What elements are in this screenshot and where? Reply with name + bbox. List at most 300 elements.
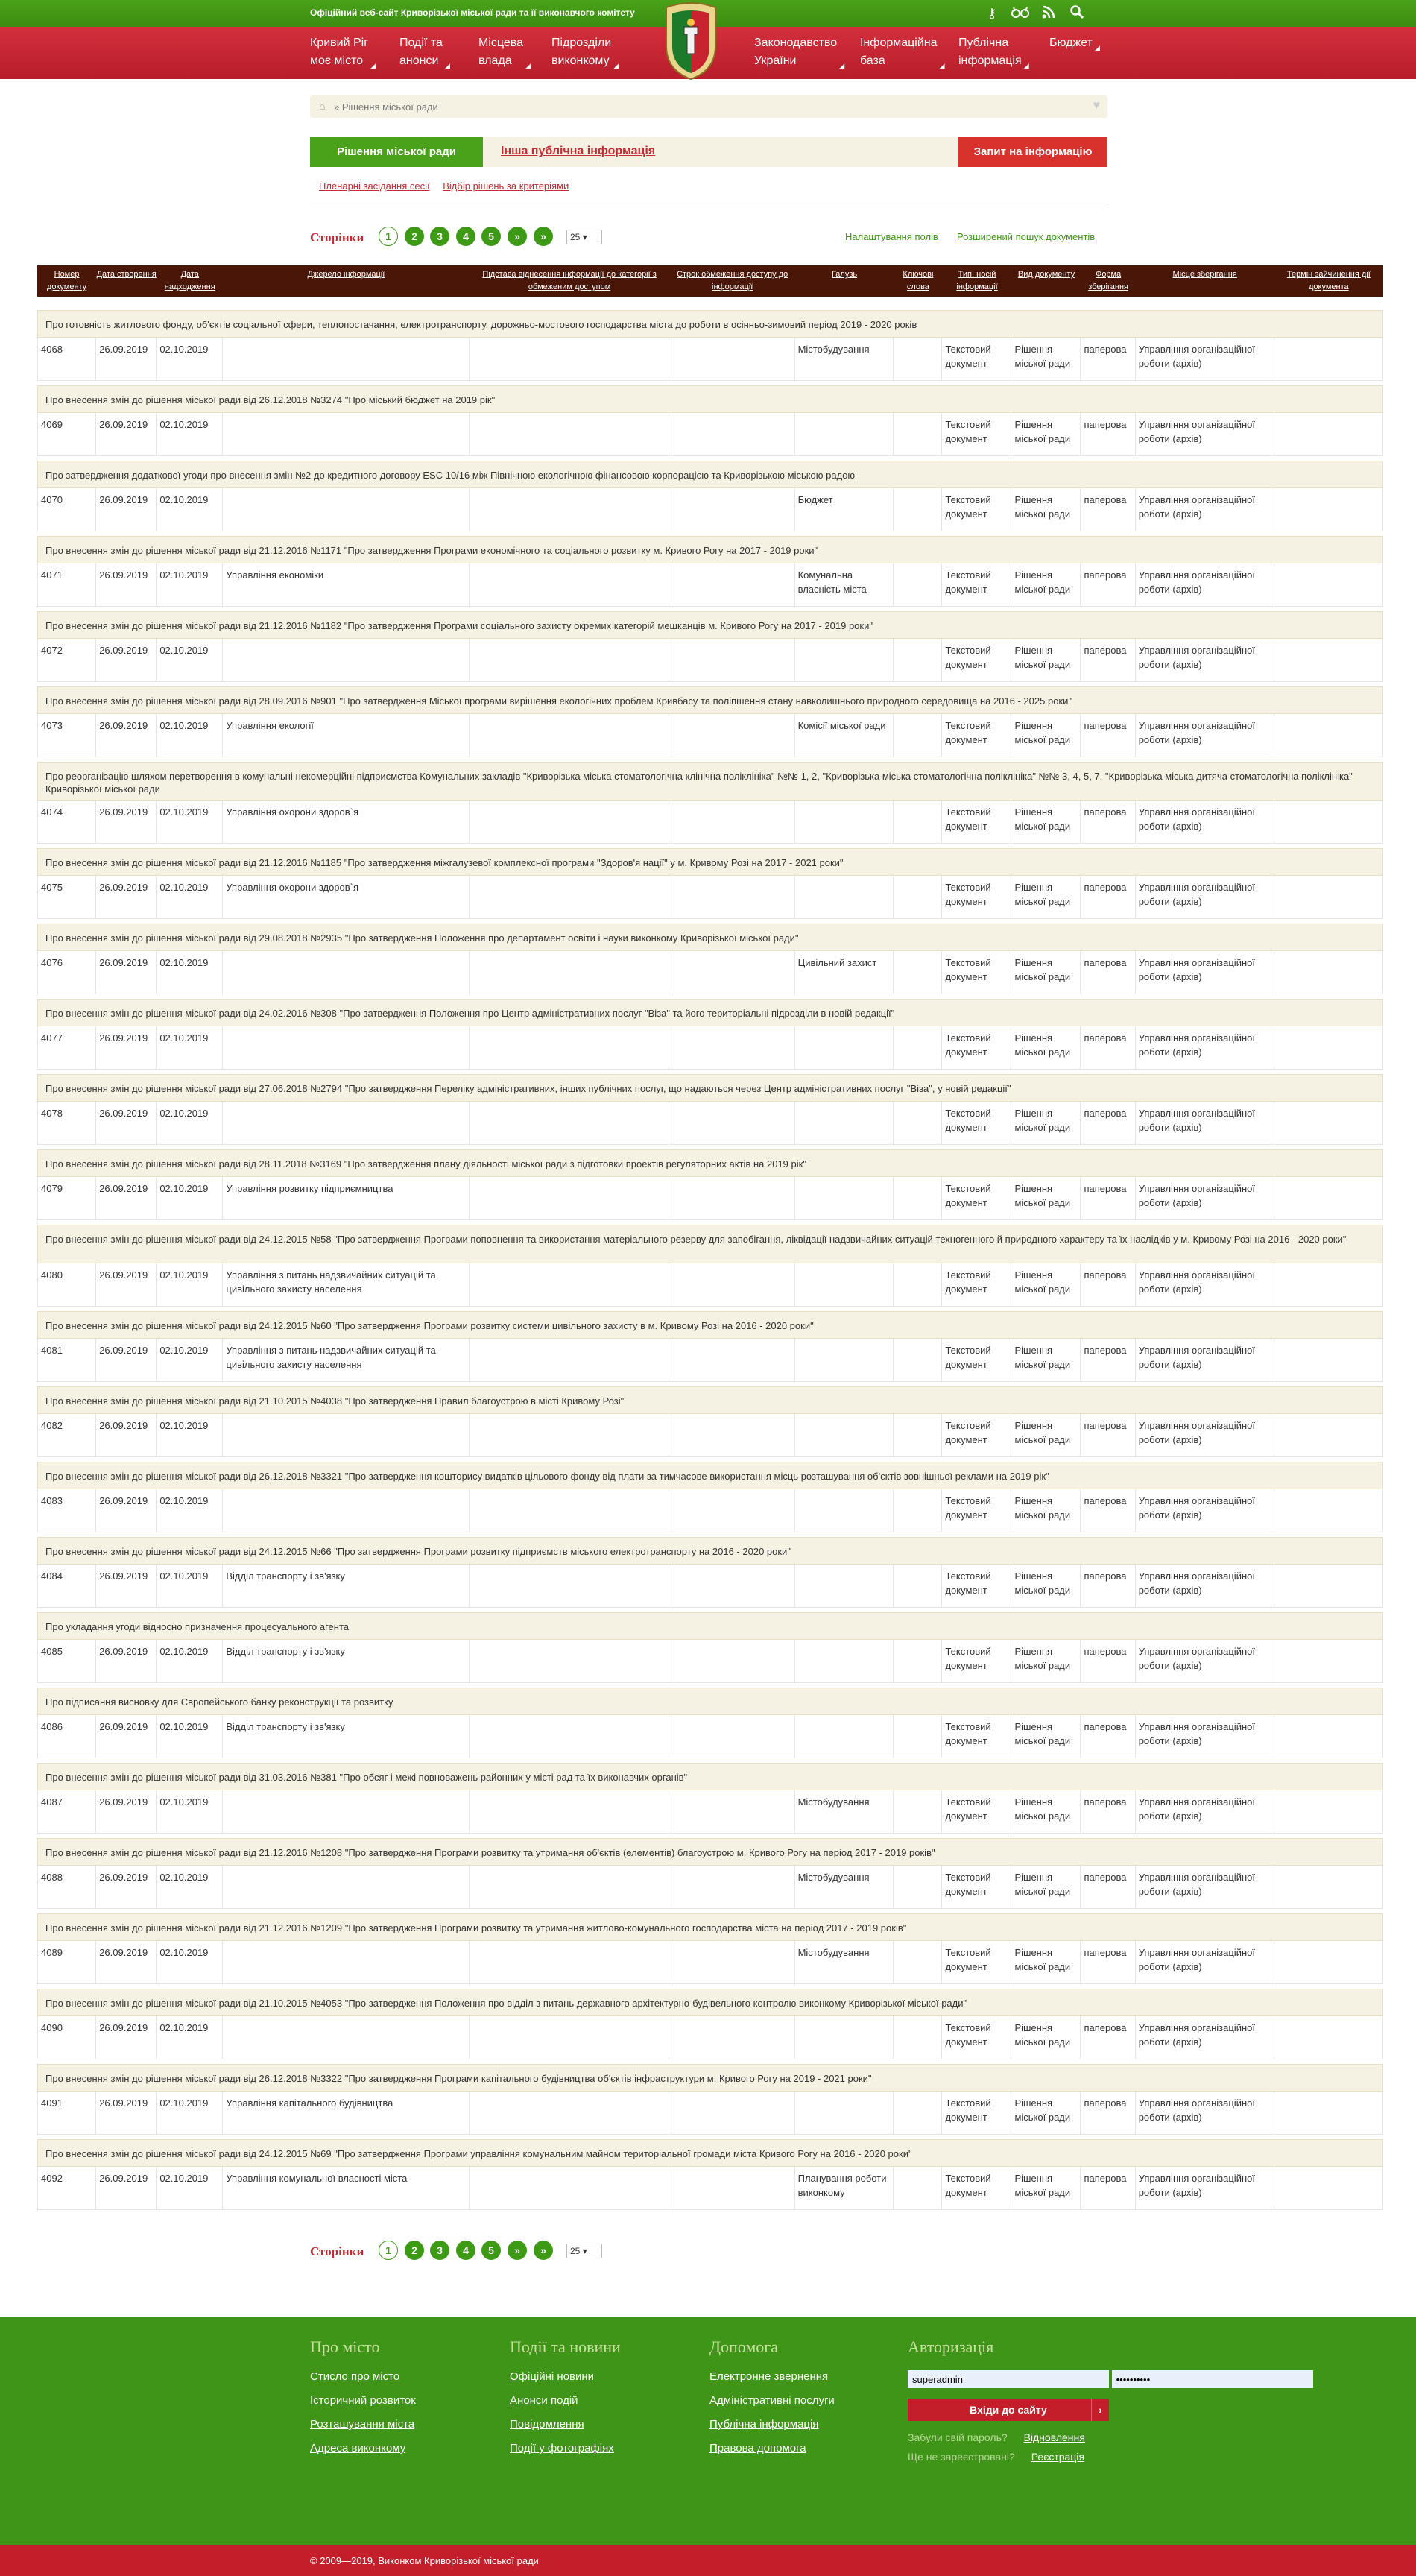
nav-item-budget[interactable]: Бюджет ◢: [1049, 34, 1093, 52]
restriction-term: [669, 1102, 794, 1144]
keywords: [894, 564, 942, 606]
arrow-icon: ◢: [370, 62, 376, 69]
doc-number: 4092: [37, 2167, 96, 2209]
footer-link[interactable]: Адміністративні послуги: [709, 2394, 835, 2407]
storage-form: паперова: [1081, 2167, 1135, 2209]
home-icon[interactable]: ⌂: [319, 100, 326, 112]
expiry-term: [1274, 564, 1383, 606]
col-header[interactable]: Номер документу: [46, 270, 87, 291]
restriction-basis: [470, 1565, 670, 1607]
restriction-basis: [470, 1489, 670, 1532]
col-header[interactable]: Місце зберігання: [1172, 270, 1237, 279]
restriction-basis: [470, 1177, 670, 1219]
decision-group: [37, 1763, 1383, 1834]
restriction-basis: [470, 801, 670, 843]
branch: Планування роботи виконкому: [795, 2167, 894, 2209]
info-source: Відділ транспорту і зв'язку: [223, 1715, 469, 1758]
last-page-button[interactable]: »: [534, 227, 553, 246]
decision-group: [37, 1537, 1383, 1608]
page-link[interactable]: 1: [379, 2241, 398, 2260]
decision-group: [37, 1838, 1383, 1909]
restriction-basis: [470, 2167, 670, 2209]
storage-place: Управління організаційної роботи (архів): [1136, 564, 1274, 606]
top-icons: [982, 4, 1087, 22]
decision-title[interactable]: Про внесення змін до рішення міської ради від 24.02.2016 №308 "Про затвердження Положення про Центр адміністративних послуг "Віза" та його територіальні підрозділи в новій редакції": [37, 999, 1383, 1026]
decision-title[interactable]: Про внесення змін до рішення міської ради від 31.03.2016 №381 "Про обсяг і межі повноважень районних у місті рад та їх виконавчих органів": [37, 1763, 1383, 1790]
doc-type: Текстовий документ: [942, 951, 1011, 994]
filter-decisions-link[interactable]: Відбір рішень за критеріями: [443, 180, 569, 192]
footer-link[interactable]: Публічна інформація: [709, 2418, 819, 2431]
page-link[interactable]: 5: [481, 227, 501, 246]
info-source: Управління охорони здоров`я: [223, 876, 469, 918]
info-source: Відділ транспорту і зв'язку: [223, 1565, 469, 1607]
info-source: [223, 1102, 469, 1144]
storage-form: паперова: [1081, 564, 1135, 606]
col-header[interactable]: Галузь: [831, 270, 858, 279]
register-link[interactable]: Реєстрація: [1031, 2451, 1085, 2463]
storage-form: паперова: [1081, 1565, 1135, 1607]
branch: [795, 2016, 894, 2059]
decision-group: [37, 1989, 1383, 2059]
decision-group: [37, 461, 1383, 531]
info-source: Управління комунальної власності міста: [223, 2167, 469, 2209]
doc-number: 4082: [37, 1414, 96, 1456]
decision-title[interactable]: Про внесення змін до рішення міської ради від 26.12.2018 №3322 "Про затвердження Програми капітального будівництва об'єктів інфраструктури м. Кривого Рогу на 2019 - 2021 роки": [37, 2064, 1383, 2092]
created-date: 26.09.2019: [96, 714, 157, 757]
received-date: 02.10.2019: [157, 1339, 223, 1381]
doc-kind: Рішення міської ради: [1011, 1489, 1081, 1532]
arrow-icon: ◢: [525, 62, 531, 69]
col-header[interactable]: Вид документу: [1017, 270, 1075, 279]
doc-type: Текстовий документ: [942, 1565, 1011, 1607]
received-date: 02.10.2019: [157, 413, 223, 455]
table-row: [37, 1941, 1383, 1984]
storage-form: паперова: [1081, 1489, 1135, 1532]
restriction-term: [669, 639, 794, 681]
expiry-term: [1274, 1026, 1383, 1069]
received-date: 02.10.2019: [157, 1715, 223, 1758]
restriction-term: [669, 2092, 794, 2134]
page-link[interactable]: 4: [456, 2241, 475, 2260]
doc-kind: Рішення міської ради: [1011, 1715, 1081, 1758]
tab-other-public-info[interactable]: Інша публічна інформація: [501, 145, 656, 157]
page-link[interactable]: 2: [405, 2241, 424, 2260]
storage-place: Управління організаційної роботи (архів): [1136, 1102, 1274, 1144]
pagination-bottom: Сторінки 1 2 3 4 5 » » 25 ▾: [310, 2239, 1107, 2261]
table-row: [37, 1489, 1383, 1532]
decision-group: [37, 1311, 1383, 1382]
storage-form: паперова: [1081, 2092, 1135, 2134]
restriction-basis: [470, 1102, 670, 1144]
decision-group: [37, 2139, 1383, 2210]
search-icon[interactable]: [1067, 4, 1087, 22]
storage-form: паперова: [1081, 714, 1135, 757]
info-source: [223, 488, 469, 531]
decision-title[interactable]: Про внесення змін до рішення міської ради від 26.12.2018 №3274 "Про міський бюджет на 2019 рік": [37, 385, 1383, 413]
doc-kind: Рішення міської ради: [1011, 413, 1081, 455]
restriction-term: [669, 1941, 794, 1983]
restriction-term: [669, 1640, 794, 1682]
storage-form: паперова: [1081, 1715, 1135, 1758]
restore-password-link[interactable]: Відновлення: [1023, 2431, 1085, 2443]
login-button[interactable]: Вхіди до сайту ›: [908, 2399, 1109, 2421]
decision-title[interactable]: Про внесення змін до рішення міської ради від 26.12.2018 №3321 "Про затвердження кошторису видатків цільового фонду від плати за тимчасове використання місць розташування об'єктів зовнішньої реклами на 2019 рік": [37, 1462, 1383, 1489]
doc-type: Текстовий документ: [942, 876, 1011, 918]
doc-kind: Рішення міської ради: [1011, 1866, 1081, 1908]
tab-council-decisions[interactable]: Рішення міської ради: [310, 137, 483, 167]
per-page-select[interactable]: 25 ▾: [566, 230, 602, 244]
keywords: [894, 1414, 942, 1456]
received-date: 02.10.2019: [157, 1489, 223, 1532]
branch: [795, 1102, 894, 1144]
branch: Цивільний захист: [795, 951, 894, 994]
keywords: [894, 951, 942, 994]
expiry-term: [1274, 1941, 1383, 1983]
doc-number: 4077: [37, 1026, 96, 1069]
keywords: [894, 413, 942, 455]
decision-group: [37, 310, 1383, 381]
pagination-top: Сторінки 1 2 3 4 5 » » 25 ▾ Налаштування полів Розширений пошук документів: [310, 225, 1107, 247]
decision-title[interactable]: Про готовність житлового фонду, об'єктів соціальної сфери, теплопостачання, електротранспорту, дорожньо-мостового господарства міста до роботи в осінньо-зимовий період 2019 - 2020 років: [37, 310, 1383, 338]
decision-group: [37, 1612, 1383, 1683]
decision-title[interactable]: Про укладання угоди відносно призначення процесуального агента: [37, 1612, 1383, 1640]
storage-form: паперова: [1081, 639, 1135, 681]
created-date: 26.09.2019: [96, 1177, 157, 1219]
doc-kind: Рішення міської ради: [1011, 564, 1081, 606]
doc-kind: Рішення міської ради: [1011, 2016, 1081, 2059]
restriction-term: [669, 714, 794, 757]
branch: Комунальна власність міста: [795, 564, 894, 606]
glasses-icon[interactable]: [1011, 4, 1030, 22]
col-header[interactable]: Форма зберігання: [1088, 270, 1128, 291]
doc-number: 4074: [37, 801, 96, 843]
restriction-basis: [470, 951, 670, 994]
footer-link[interactable]: Стисло про місто: [310, 2370, 400, 2383]
info-source: Управління з питань надзвичайних ситуацій та цивільного захисту населення: [223, 1263, 469, 1306]
created-date: 26.09.2019: [96, 413, 157, 455]
info-source: [223, 639, 469, 681]
doc-kind: Рішення міської ради: [1011, 1941, 1081, 1983]
storage-form: паперова: [1081, 2016, 1135, 2059]
per-page-select[interactable]: 25 ▾: [566, 2244, 602, 2258]
arrow-icon: ◢: [939, 62, 945, 69]
received-date: 02.10.2019: [157, 1565, 223, 1607]
footer-link[interactable]: Розташування міста: [310, 2418, 415, 2431]
breadcrumb: ⌂ » Рішення міської ради ♥: [310, 95, 1107, 118]
keywords: [894, 1640, 942, 1682]
table-row: [37, 1102, 1383, 1145]
doc-number: 4072: [37, 639, 96, 681]
doc-kind: Рішення міської ради: [1011, 951, 1081, 994]
doc-number: 4078: [37, 1102, 96, 1144]
received-date: 02.10.2019: [157, 488, 223, 531]
received-date: 02.10.2019: [157, 1640, 223, 1682]
table-row: [37, 1790, 1383, 1834]
created-date: 26.09.2019: [96, 1102, 157, 1144]
page-link[interactable]: 4: [456, 227, 475, 246]
doc-number: 4076: [37, 951, 96, 994]
storage-place: Управління організаційної роботи (архів): [1136, 1177, 1274, 1219]
keywords: [894, 1866, 942, 1908]
decision-group: [37, 1386, 1383, 1457]
doc-kind: Рішення міської ради: [1011, 639, 1081, 681]
created-date: 26.09.2019: [96, 1339, 157, 1381]
expiry-term: [1274, 951, 1383, 994]
storage-place: Управління організаційної роботи (архів): [1136, 1640, 1274, 1682]
field-settings-link[interactable]: Налаштування полів: [845, 231, 938, 242]
doc-type: Текстовий документ: [942, 1489, 1011, 1532]
received-date: 02.10.2019: [157, 564, 223, 606]
received-date: 02.10.2019: [157, 1263, 223, 1306]
created-date: 26.09.2019: [96, 564, 157, 606]
doc-type: Текстовий документ: [942, 639, 1011, 681]
storage-place: Управління організаційної роботи (архів): [1136, 2016, 1274, 2059]
heart-icon[interactable]: ♥: [1093, 99, 1100, 112]
doc-type: Текстовий документ: [942, 1177, 1011, 1219]
branch: Містобудування: [795, 1866, 894, 1908]
doc-kind: Рішення міської ради: [1011, 1177, 1081, 1219]
decision-title[interactable]: Про внесення змін до рішення міської ради від 29.08.2018 №2935 "Про затвердження Положення про департамент освіти і науки виконкому Криворізької міської ради": [37, 924, 1383, 951]
footer-link[interactable]: Правова допомога: [709, 2442, 806, 2455]
restriction-basis: [470, 1715, 670, 1758]
doc-number: 4085: [37, 1640, 96, 1682]
decision-title[interactable]: Про внесення змін до рішення міської ради від 21.10.2015 №4038 "Про затвердження Правил благоустрою в місті Кривому Розі": [37, 1386, 1383, 1414]
created-date: 26.09.2019: [96, 338, 157, 380]
footer: [0, 2317, 1416, 2545]
storage-place: Управління організаційної роботи (архів): [1136, 1866, 1274, 1908]
doc-type: Текстовий документ: [942, 1026, 1011, 1069]
doc-number: 4071: [37, 564, 96, 606]
decision-group: [37, 1074, 1383, 1145]
doc-type: Текстовий документ: [942, 801, 1011, 843]
storage-form: паперова: [1081, 488, 1135, 531]
footer-link[interactable]: Офіційні новини: [510, 2370, 595, 2383]
decision-title[interactable]: Про внесення змін до рішення міської ради від 24.12.2015 №66 "Про затвердження Програми розвитку підприємств міського електротранспорту на 2016 - 2020 роки": [37, 1537, 1383, 1565]
footer-col-city: Про місто Стисло про місто Історичний розвиток Розташування міста Адреса виконкому: [310, 2337, 416, 2455]
info-source: Управління економіки: [223, 564, 469, 606]
footer-link[interactable]: Адреса виконкому: [310, 2442, 406, 2455]
plenary-sessions-link[interactable]: Пленарні засідання сесії: [319, 180, 430, 192]
received-date: 02.10.2019: [157, 1790, 223, 1833]
page-link[interactable]: 3: [430, 2241, 449, 2260]
table-row: [37, 2092, 1383, 2135]
table-row: [37, 1715, 1383, 1758]
col-header[interactable]: Дата створення: [96, 270, 157, 279]
nav-item-city[interactable]: Кривий Ріг моє місто ◢: [310, 34, 368, 70]
restriction-basis: [470, 2092, 670, 2134]
storage-form: паперова: [1081, 1263, 1135, 1306]
col-header[interactable]: Підстава віднесення інформації до категорії з обмеженим доступом: [482, 270, 657, 291]
advanced-search-link[interactable]: Розширений пошук документів: [957, 231, 1096, 242]
storage-form: паперова: [1081, 1414, 1135, 1456]
created-date: 26.09.2019: [96, 1790, 157, 1833]
created-date: 26.09.2019: [96, 1414, 157, 1456]
decision-title[interactable]: Про підписання висновку для Європейського банку реконструкції та розвитку: [37, 1688, 1383, 1715]
received-date: 02.10.2019: [157, 1177, 223, 1219]
storage-form: паперова: [1081, 951, 1135, 994]
rss-icon[interactable]: [1039, 4, 1058, 22]
col-header[interactable]: Дата надходження: [164, 270, 215, 291]
storage-form: паперова: [1081, 1102, 1135, 1144]
expiry-term: [1274, 1102, 1383, 1144]
nav-item-authority[interactable]: Місцева влада ◢: [478, 34, 523, 70]
nav-item-public-info[interactable]: Публічна інформація ◢: [958, 34, 1022, 70]
decision-group: [37, 686, 1383, 757]
decision-group: [37, 762, 1383, 844]
decision-title[interactable]: Про внесення змін до рішення міської ради від 21.12.2016 №1171 "Про затвердження Програми економічного та соціального розвитку м. Кривого Рогу на 2017 - 2019 роки": [37, 536, 1383, 564]
col-header[interactable]: Термін зайчинення дії документа: [1286, 270, 1371, 291]
footer-link[interactable]: Події у фотографіях: [510, 2442, 614, 2455]
decision-title[interactable]: Про внесення змін до рішення міської ради від 27.06.2018 №2794 "Про затвердження Переліку адміністративних, інших публічних послуг, що надаються через Центр адміністративних послуг "Віза", у новій редакції": [37, 1074, 1383, 1102]
expiry-term: [1274, 1715, 1383, 1758]
storage-place: Управління організаційної роботи (архів): [1136, 2167, 1274, 2209]
created-date: 26.09.2019: [96, 639, 157, 681]
info-source: [223, 1026, 469, 1069]
storage-form: паперова: [1081, 413, 1135, 455]
expiry-term: [1274, 1489, 1383, 1532]
col-header[interactable]: Джерело інформації: [307, 270, 385, 279]
info-request-button[interactable]: Запит на інформацію: [958, 137, 1107, 167]
table-row: [37, 639, 1383, 682]
table-row: [37, 564, 1383, 607]
doc-number: 4068: [37, 338, 96, 380]
restriction-basis: [470, 1414, 670, 1456]
decision-title[interactable]: Про реорганізацію шляхом перетворення в комунальні некомерційні підприємства Комунальних закладів "Криворізька міська стоматологічна клінічна поліклініка" №№ 1, 2, "Криворізька міська стоматологічна поліклініка" №№ 3, 4, 5, 7, "Криворізька міська дитяча стоматологічна поліклініка" Криворізької міської ради: [37, 762, 1383, 801]
keywords: [894, 1565, 942, 1607]
doc-type: Текстовий документ: [942, 714, 1011, 757]
decision-title[interactable]: Про внесення змін до рішення міської ради від 28.11.2018 №3169 "Про затвердження плану діяльності міської ради з підготовки проектів регуляторних актів на 2019 рік": [37, 1149, 1383, 1177]
decision-group: [37, 611, 1383, 682]
footer-link[interactable]: Повідомлення: [510, 2418, 584, 2431]
doc-type: Текстовий документ: [942, 1263, 1011, 1306]
table-row: [37, 1866, 1383, 1909]
expiry-term: [1274, 1414, 1383, 1456]
created-date: 26.09.2019: [96, 876, 157, 918]
created-date: 26.09.2019: [96, 801, 157, 843]
keywords: [894, 801, 942, 843]
received-date: 02.10.2019: [157, 1026, 223, 1069]
col-header[interactable]: Строк обмеження доступу до інформації: [677, 270, 788, 291]
nav-item-departments[interactable]: Підрозділи виконкому ◢: [551, 34, 611, 70]
created-date: 26.09.2019: [96, 2167, 157, 2209]
keywords: [894, 639, 942, 681]
city-crest-logo[interactable]: [662, 1, 720, 82]
decision-group: [37, 848, 1383, 919]
storage-form: паперова: [1081, 801, 1135, 843]
decision-title[interactable]: Про внесення змін до рішення міської ради від 21.12.2016 №1208 "Про затвердження Програми розвитку та утримання об'єктів (елементів) благоустрою м. Кривого Рогу на період 2017 - 2019 років": [37, 1838, 1383, 1866]
restriction-term: [669, 1339, 794, 1381]
decision-title[interactable]: Про внесення змін до рішення міської ради від 24.12.2015 №69 "Про затвердження Програми управління комунальним майном територіальної громади міста Кривого Рогу на 2016 - 2020 роки": [37, 2139, 1383, 2167]
doc-kind: Рішення міської ради: [1011, 1263, 1081, 1306]
nav-item-legislation[interactable]: Законодавство України ◢: [754, 34, 837, 70]
info-source: [223, 413, 469, 455]
next-page-button[interactable]: »: [508, 227, 527, 246]
created-date: 26.09.2019: [96, 951, 157, 994]
doc-kind: Рішення міської ради: [1011, 338, 1081, 380]
storage-form: паперова: [1081, 1339, 1135, 1381]
created-date: 26.09.2019: [96, 1263, 157, 1306]
footer-link[interactable]: Анонси подій: [510, 2394, 578, 2407]
decision-title[interactable]: Про внесення змін до рішення міської ради від 21.12.2016 №1182 "Про затвердження Програми соціального захисту окремих категорій мешканців м. Кривого Рогу на 2017 - 2019 роки": [37, 611, 1383, 639]
branch: [795, 1414, 894, 1456]
table-row: [37, 1414, 1383, 1457]
nav-item-events[interactable]: Події та анонси ◢: [399, 34, 443, 70]
password-input[interactable]: [1112, 2370, 1313, 2388]
decision-title[interactable]: Про внесення змін до рішення міської ради від 24.12.2015 №58 "Про затвердження Програми поповнення та використання матеріального резерву для запобігання, ліквідації надзвичайних ситуацій техногенного й природного характеру та їх наслідків у м. Кривому Розі на 2016 - 2020 роки": [37, 1225, 1383, 1263]
expiry-term: [1274, 714, 1383, 757]
storage-place: Управління організаційної роботи (архів): [1136, 876, 1274, 918]
storage-place: Управління організаційної роботи (архів): [1136, 714, 1274, 757]
decision-title[interactable]: Про затвердження додаткової угоди про внесення змін №2 до кредитного договору ESC 10/16 між Північною екологічною фінансовою корпорацією та Криворізькою міською радою: [37, 461, 1383, 488]
footer-link[interactable]: Електронне звернення: [709, 2370, 829, 2383]
col-header[interactable]: Ключові слова: [903, 270, 934, 291]
doc-type: Текстовий документ: [942, 1866, 1011, 1908]
decision-title[interactable]: Про внесення змін до рішення міської ради від 24.12.2015 №60 "Про затвердження Програми розвитку системи цивільного захисту в м. Кривому Розі на 2016 - 2020 роки": [37, 1311, 1383, 1339]
doc-kind: Рішення міської ради: [1011, 1790, 1081, 1833]
keywords: [894, 1102, 942, 1144]
decision-title[interactable]: Про внесення змін до рішення міської ради від 21.12.2016 №1185 "Про затвердження міжгалузевої комплексної програми "Здоров'я нації" у м. Кривому Розі на 2017 - 2021 роки": [37, 848, 1383, 876]
page-link[interactable]: 1: [379, 227, 398, 246]
created-date: 26.09.2019: [96, 2016, 157, 2059]
doc-number: 4080: [37, 1263, 96, 1306]
info-source: Відділ транспорту і зв'язку: [223, 1640, 469, 1682]
decision-group: [37, 999, 1383, 1070]
decision-group: [37, 2064, 1383, 2135]
footer-link[interactable]: Історичний розвиток: [310, 2394, 416, 2407]
doc-kind: Рішення міської ради: [1011, 2167, 1081, 2209]
arrow-icon: ◢: [1023, 62, 1029, 69]
key-icon[interactable]: ⚷: [987, 6, 997, 21]
decision-group: [37, 1225, 1383, 1307]
decision-group: [37, 924, 1383, 994]
received-date: 02.10.2019: [157, 2092, 223, 2134]
doc-kind: Рішення міської ради: [1011, 2092, 1081, 2134]
page-link[interactable]: 3: [430, 227, 449, 246]
restriction-term: [669, 413, 794, 455]
keywords: [894, 1715, 942, 1758]
branch: [795, 1715, 894, 1758]
keywords: [894, 1790, 942, 1833]
restriction-basis: [470, 876, 670, 918]
keywords: [894, 338, 942, 380]
decision-group: [37, 536, 1383, 607]
table-row: [37, 876, 1383, 919]
restriction-basis: [470, 488, 670, 531]
restriction-basis: [470, 1866, 670, 1908]
doc-number: 4073: [37, 714, 96, 757]
next-page-button[interactable]: »: [508, 2241, 527, 2260]
nav-item-infobase[interactable]: Інформаційна база ◢: [860, 34, 938, 70]
username-input[interactable]: [908, 2370, 1109, 2388]
decision-title[interactable]: Про внесення змін до рішення міської ради від 28.09.2016 №901 "Про затвердження Міської програми вирішення екологічних проблем Кривбасу та поліпшення стану навколишнього природного середовища на 2016 - 2025 роки": [37, 686, 1383, 714]
doc-number: 4088: [37, 1866, 96, 1908]
expiry-term: [1274, 2016, 1383, 2059]
expiry-term: [1274, 1790, 1383, 1833]
page-link[interactable]: 5: [481, 2241, 501, 2260]
received-date: 02.10.2019: [157, 2016, 223, 2059]
decision-title[interactable]: Про внесення змін до рішення міської ради від 21.10.2015 №4053 "Про затвердження Положення про відділ з питань державного архітектурно-будівельного контролю виконкому Криворізької міської ради": [37, 1989, 1383, 2016]
last-page-button[interactable]: »: [534, 2241, 553, 2260]
doc-kind: Рішення міської ради: [1011, 876, 1081, 918]
page-link[interactable]: 2: [405, 227, 424, 246]
arrow-icon: ◢: [444, 62, 450, 69]
expiry-term: [1274, 801, 1383, 843]
restriction-term: [669, 951, 794, 994]
restriction-term: [669, 564, 794, 606]
decision-title[interactable]: Про внесення змін до рішення міської ради від 21.12.2016 №1209 "Про затвердження Програми розвитку та утримання житлово-комунального господарства міста на період 2017 - 2019 років": [37, 1913, 1383, 1941]
col-header[interactable]: Тип, носій інформації: [956, 270, 998, 291]
created-date: 26.09.2019: [96, 1640, 157, 1682]
